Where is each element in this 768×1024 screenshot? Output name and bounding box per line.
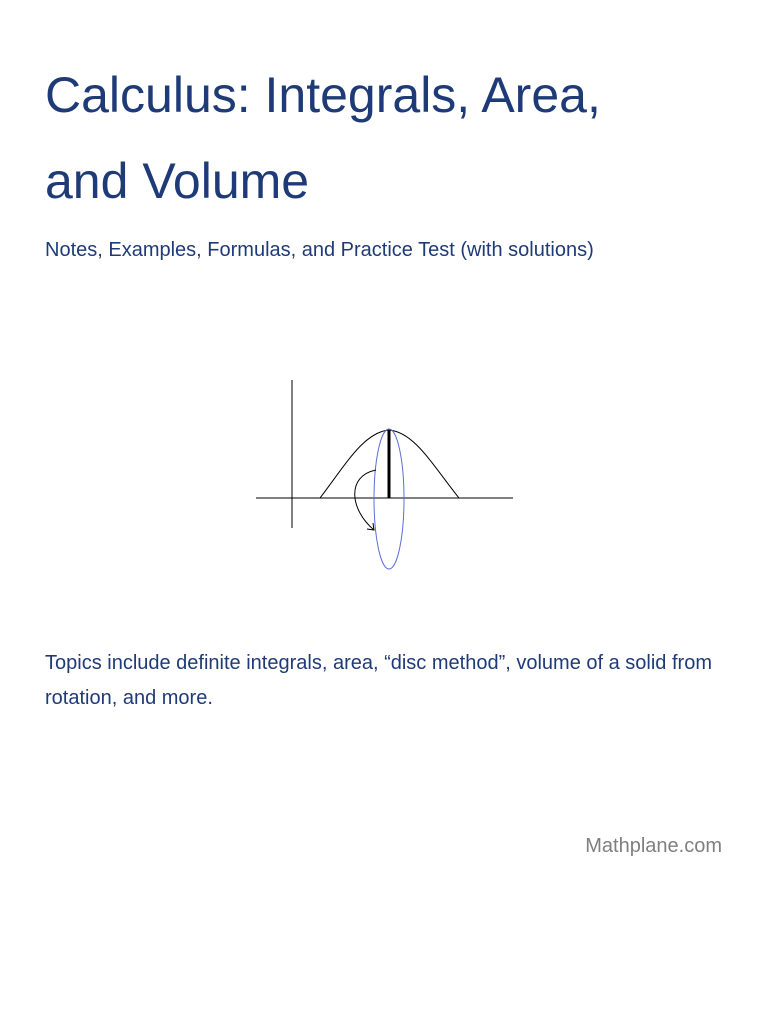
topics-description: Topics include definite integrals, area, “disc method”, volume of a solid from rotation, and more. [45, 652, 712, 709]
site-credit: Mathplane.com [585, 835, 722, 857]
title-line-1: Calculus: Integrals, Area, [45, 67, 601, 123]
page-subtitle: Notes, Examples, Formulas, and Practice Test (with solutions) [45, 239, 594, 261]
page-title [45, 52, 735, 224]
rotation-arrow [355, 470, 376, 530]
title-line-2: and Volume [45, 153, 310, 209]
disc-method-illustration [250, 372, 520, 577]
